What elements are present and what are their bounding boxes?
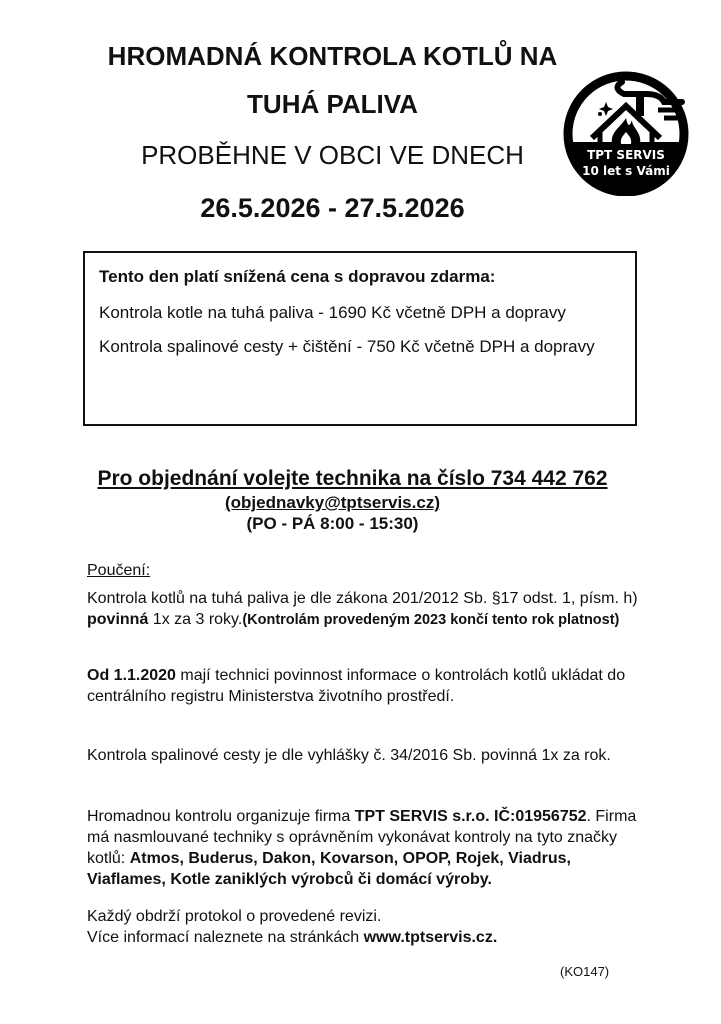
title-line-1: HROMADNÁ KONTROLA KOTLŮ NA	[107, 41, 558, 71]
info-paragraph-flue: Kontrola spalinové cesty je dle vyhlášky č. 34/2016 Sb. povinná 1x za rok.	[87, 747, 611, 764]
price-item-flue: Kontrola spalinové cesty + čištění - 750 Kč včetně DPH a dopravy	[99, 337, 595, 356]
price-item-boiler: Kontrola kotle na tuhá paliva - 1690 Kč včetně DPH a dopravy	[99, 303, 566, 322]
info-paragraph-organizer: Hromadnou kontrolu organizuje firma TPT SERVIS s.r.o. IČ:01956752. Firma má nasmlouvané techniky s oprávněním vykonávat kontroly na tyto značky kotlů: Atmos, Buderus, Dakon, Kovarson, OPOP, Rojek, Viadrus, Viaflames, Kotle zaniklých výrobců či domácí výroby.	[87, 808, 637, 888]
company-logo	[562, 68, 690, 196]
logo-text-2: 10 let s Vámi	[582, 164, 670, 178]
order-phone-line[interactable]: Pro objednání volejte technika na číslo 734 442 762	[97, 467, 608, 490]
logo-text-1: TPT SERVIS	[587, 148, 665, 162]
subtitle: PROBĚHNE V OBCI VE DNECH	[141, 140, 524, 170]
document-code: (KO147)	[560, 964, 610, 979]
info-paragraph-law: Kontrola kotlů na tuhá paliva je dle zákona 201/2012 Sb. §17 odst. 1, písm. h) povinná 1x za 3 roky.(Kontrolám provedeným 2023 končí tento rok platnost)	[87, 590, 638, 628]
price-box-heading: Tento den platí snížená cena s dopravou zdarma:	[99, 267, 496, 286]
title-line-2: TUHÁ PALIVA	[247, 89, 418, 119]
info-heading: Poučení:	[87, 562, 151, 579]
info-paragraph-registry: Od 1.1.2020 mají technici povinnost informace o kontrolách kotlů ukládat do centrálního registru Ministerstva životního prostředí.	[87, 667, 626, 705]
office-hours: (PO - PÁ 8:00 - 15:30)	[246, 514, 419, 533]
event-dates: 26.5.2026 - 27.5.2026	[200, 193, 465, 223]
price-box	[83, 251, 637, 426]
order-email-link[interactable]: (objednavky@tptservis.cz)	[225, 493, 440, 512]
website-link[interactable]: www.tptservis.cz.	[363, 929, 498, 946]
house-fire-chimney-moon-icon	[562, 68, 690, 196]
info-paragraph-protocol: Každý obdrží protokol o provedené revizi. Více informací naleznete na stránkách www.tptservis.cz.	[87, 908, 498, 946]
